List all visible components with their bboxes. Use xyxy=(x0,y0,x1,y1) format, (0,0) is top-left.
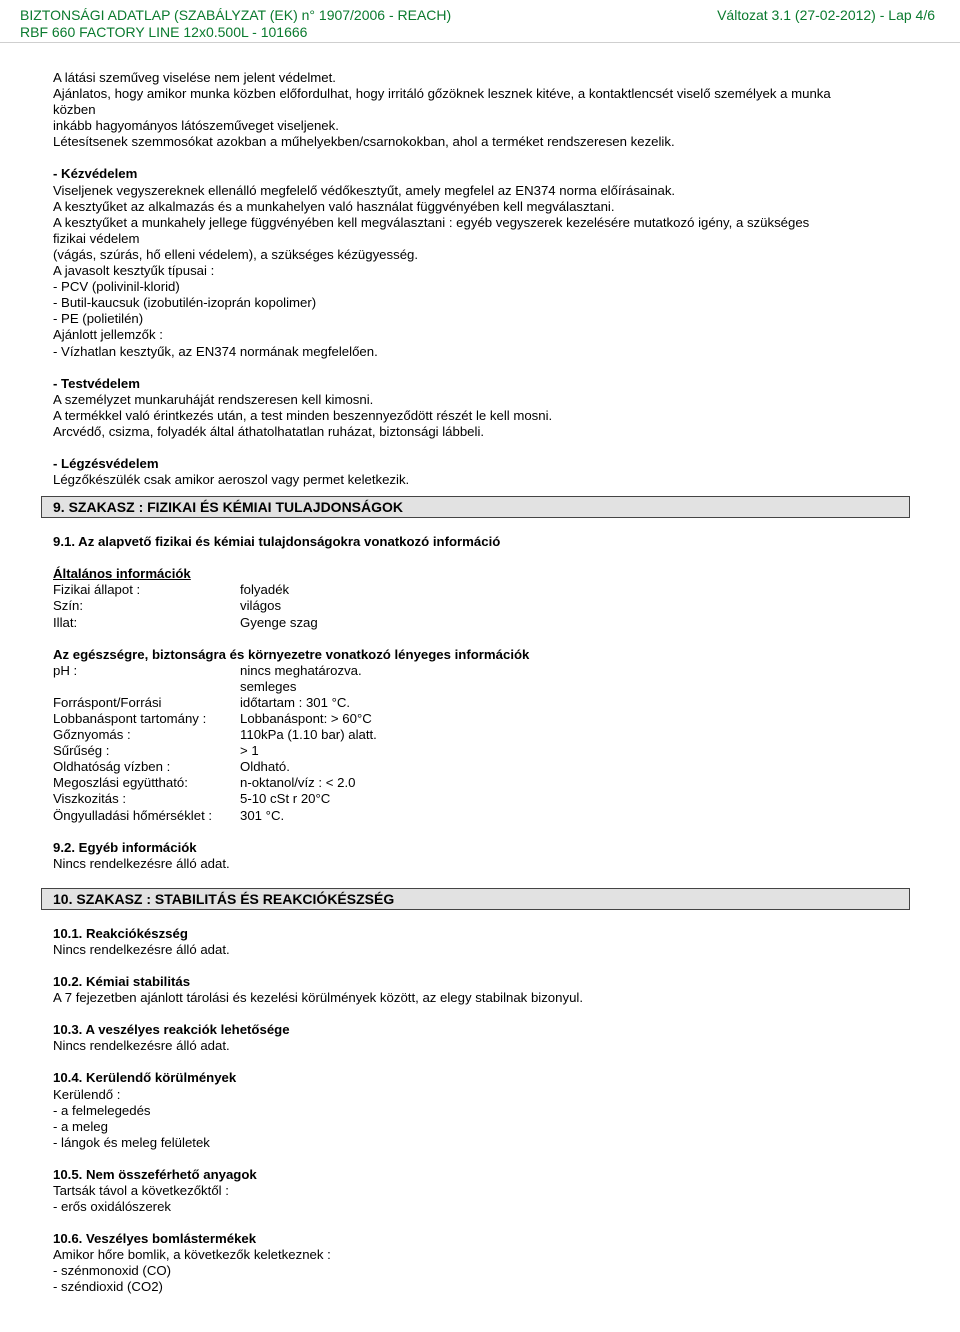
property-row xyxy=(53,695,913,711)
property-row xyxy=(53,711,913,727)
text-line: A látási szeműveg viselése nem jelent védelmet. xyxy=(53,70,336,85)
property-row xyxy=(53,582,913,598)
text-line: Amikor hőre bomlik, a következők keletkeznek : xyxy=(53,1247,331,1263)
property-label: Szín: xyxy=(53,598,84,614)
property-label: Sűrűség : xyxy=(53,743,110,759)
text-line: - szénmonoxid (CO) xyxy=(53,1263,171,1279)
subsection-10-5-title: 10.5. Nem összeférhető anyagok xyxy=(53,1166,257,1182)
health-info-table xyxy=(53,663,913,824)
general-info-title: Általános információk xyxy=(53,566,191,582)
property-value: nincs meghatározva. xyxy=(240,662,362,678)
health-info-title: Az egészségre, biztonságra és környezetre vonatkozó lényeges információk xyxy=(53,646,530,662)
property-value: semleges xyxy=(240,678,297,694)
section-9-header: 9. SZAKASZ : FIZIKAI ÉS KÉMIAI TULAJDONSÁGOK xyxy=(41,496,910,518)
property-row xyxy=(53,743,913,759)
text-line: Légzőkészülék csak amikor aeroszol vagy permet keletkezik. xyxy=(53,472,410,488)
text-line: A javasolt kesztyűk típusai : xyxy=(53,263,215,279)
property-row xyxy=(53,679,913,695)
subsection-10-6-title: 10.6. Veszélyes bomlástermékek xyxy=(53,1231,257,1247)
version-page-info: Változat 3.1 (27-02-2012) - Lap 4/6 xyxy=(717,7,935,23)
property-label: Gőznyomás : xyxy=(53,727,131,743)
property-label: Oldhatóság vízben : xyxy=(53,759,171,775)
body-protection-heading: - Testvédelem xyxy=(53,375,140,391)
property-row xyxy=(53,663,913,679)
text-line: A kesztyűket az alkalmazás és a munkahelyen való használat függvényében kell megválasztani. xyxy=(53,198,615,214)
text-line: - Vízhatlan kesztyűk, az EN374 normának megfelelően. xyxy=(53,343,378,359)
subsection-10-1-title: 10.1. Reakciókészség xyxy=(53,925,188,941)
property-value: 110kPa (1.10 bar) alatt. xyxy=(240,727,377,743)
text-line: - a meleg xyxy=(53,1118,108,1134)
section-10-header: 10. SZAKASZ : STABILITÁS ÉS REAKCIÓKÉSZSÉG xyxy=(41,888,910,910)
property-label: Illat: xyxy=(53,614,78,630)
document-body xyxy=(53,70,913,1296)
text-line: fizikai védelem xyxy=(53,230,140,246)
text-line: Kerülendő : xyxy=(53,1086,121,1102)
text-line: Ajánlott jellemzők : xyxy=(53,327,163,343)
property-row xyxy=(53,808,913,824)
hand-protection-heading: - Kézvédelem xyxy=(53,166,138,182)
text-line: - lángok és meleg felületek xyxy=(53,1134,210,1150)
property-label: Öngyulladási hőmérséklet : xyxy=(53,807,213,823)
subsection-9-2-title: 9.2. Egyéb információk xyxy=(53,839,197,855)
text-line: - széndioxid (CO2) xyxy=(53,1279,163,1295)
text-line: Tartsák távol a következőktől : xyxy=(53,1182,229,1198)
property-label: pH : xyxy=(53,662,78,678)
text-line: A termékkel való érintkezés után, a test minden beszennyeződött részét le kell mosni. xyxy=(53,407,553,423)
text-line: Létesítsenek szemmosókat azokban a műhelyekben/csarnokokban, ahol a terméket rendszeresen kezelik. xyxy=(53,134,675,150)
property-value: Lobbanáspont: > 60°C xyxy=(240,711,372,726)
property-value: 5-10 cSt r 20°C xyxy=(240,791,331,807)
property-value: folyadék xyxy=(240,582,290,598)
text-line: Nincs rendelkezésre álló adat. xyxy=(53,941,230,957)
text-line: A kesztyűket a munkahely jellege függvényében kell megválasztani : egyéb vegyszerek kezelésére mutatkozó igény, a szükséges xyxy=(53,214,810,230)
property-row xyxy=(53,775,913,791)
text-line: Arcvédő, csizma, folyadék által áthatolhatatlan ruházat, biztonsági lábbeli. xyxy=(53,423,485,439)
text-line: - Butil-kaucsuk (izobutilén-izoprán kopolimer) xyxy=(53,295,317,311)
property-row xyxy=(53,791,913,807)
property-value: n-oktanol/víz : < 2.0 xyxy=(240,775,356,791)
property-value: időtartam : 301 °C. xyxy=(240,694,351,710)
text-line: - PCV (polivinil-klorid) xyxy=(53,279,180,295)
text-line: Viseljenek vegyszereknek ellenálló megfelelő védőkesztyűt, amely megfelel az EN374 norma előírásainak. xyxy=(53,182,676,198)
eye-protection-text xyxy=(53,70,913,150)
property-row xyxy=(53,759,913,775)
property-value: világos xyxy=(240,598,282,614)
text-line: (vágás, szúrás, hő elleni védelem), a szükséges kézügyesség. xyxy=(53,246,419,262)
respiratory-protection-heading: - Légzésvédelem xyxy=(53,455,159,471)
text-line: Nincs rendelkezésre álló adat. xyxy=(53,855,230,871)
property-value: Oldható. xyxy=(240,759,290,775)
property-row xyxy=(53,727,913,743)
text-line: közben xyxy=(53,102,96,118)
text-line: A 7 fejezetben ajánlott tárolási és kezelési körülmények között, az elegy stabilnak bizonyul. xyxy=(53,990,583,1006)
subsection-10-4-title: 10.4. Kerülendő körülmények xyxy=(53,1070,237,1086)
property-label xyxy=(53,679,240,695)
subsection-10-3-title: 10.3. A veszélyes reakciók lehetősége xyxy=(53,1022,290,1038)
product-name: RBF 660 FACTORY LINE 12x0.500L - 101666 xyxy=(20,24,308,40)
property-value: Gyenge szag xyxy=(240,614,318,630)
property-value: 301 °C. xyxy=(240,807,285,823)
respiratory-protection xyxy=(53,456,913,488)
property-value: > 1 xyxy=(240,743,259,759)
subsection-10-2-title: 10.2. Kémiai stabilitás xyxy=(53,974,191,990)
hand-protection xyxy=(53,166,913,359)
general-info-table xyxy=(53,582,913,630)
document-header xyxy=(0,0,960,43)
text-line: - erős oxidálószerek xyxy=(53,1199,172,1215)
subsection-9-1-title: 9.1. Az alapvető fizikai és kémiai tulajdonságokra vonatkozó információ xyxy=(53,534,501,550)
property-label: Forráspont/Forrási xyxy=(53,694,162,710)
text-line: Nincs rendelkezésre álló adat. xyxy=(53,1038,230,1054)
text-line: Ajánlatos, hogy amikor munka közben előfordulhat, hogy irritáló gőzöknek lesznek kitéve, a kontaktlencsét viselő személyek a munka xyxy=(53,86,831,102)
text-line: A személyzet munkaruháját rendszeresen kell kimosni. xyxy=(53,391,374,407)
property-label: Viszkozitás : xyxy=(53,791,127,807)
body-protection xyxy=(53,376,913,440)
property-row xyxy=(53,615,913,631)
property-label: Megoszlási együttható: xyxy=(53,775,188,791)
text-line: - a felmelegedés xyxy=(53,1102,151,1118)
property-row xyxy=(53,598,913,614)
document-title: BIZTONSÁGI ADATLAP (SZABÁLYZAT (EK) n° 1907/2006 - REACH) xyxy=(20,7,452,23)
text-line: inkább hagyományos látószeműveget viseljenek. xyxy=(53,118,339,134)
property-label: Fizikai állapot : xyxy=(53,582,141,598)
property-label: Lobbanáspont tartomány : xyxy=(53,711,207,726)
text-line: - PE (polietilén) xyxy=(53,311,144,327)
